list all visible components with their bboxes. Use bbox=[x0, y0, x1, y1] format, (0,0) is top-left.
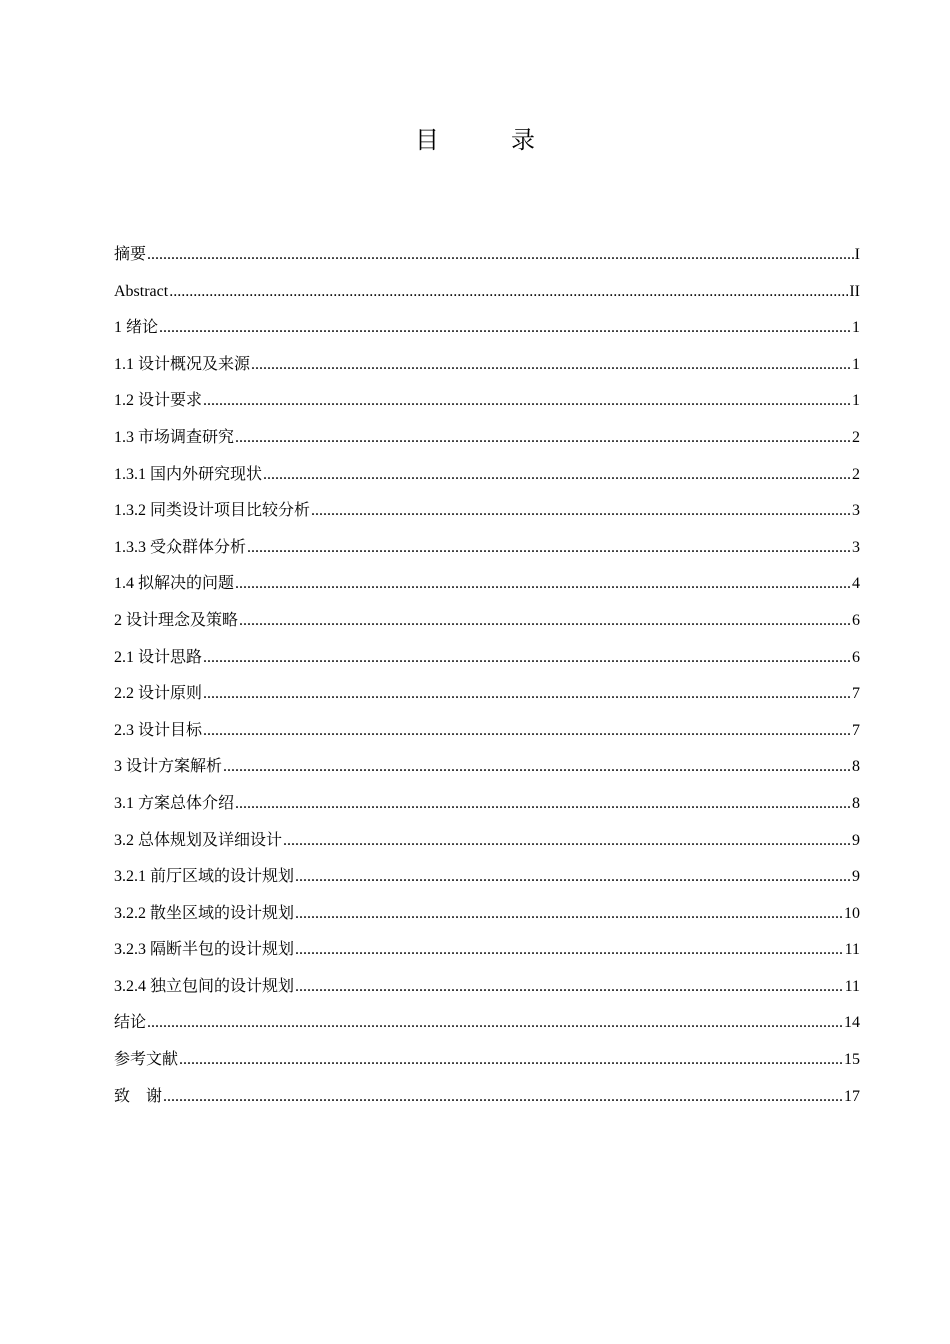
toc-entry[interactable] bbox=[114, 609, 860, 646]
toc-entry-page: 17 bbox=[844, 1087, 860, 1105]
toc-entry-page: 10 bbox=[844, 904, 860, 922]
toc-leader-dots bbox=[203, 646, 851, 670]
toc-leader-dots bbox=[203, 719, 851, 743]
toc-entry[interactable] bbox=[114, 426, 860, 463]
toc-entry-page: 11 bbox=[844, 977, 860, 995]
toc-leader-dots bbox=[147, 1011, 843, 1035]
toc-entry-page: 9 bbox=[852, 868, 860, 886]
toc-entry-page: 9 bbox=[852, 831, 860, 849]
toc-entry-page: I bbox=[854, 246, 860, 263]
toc-leader-dots bbox=[203, 682, 851, 706]
toc-entry-page: 1 bbox=[852, 355, 860, 373]
toc-entry[interactable] bbox=[114, 1048, 860, 1085]
toc-entry[interactable] bbox=[114, 353, 860, 390]
toc-entry[interactable] bbox=[114, 865, 860, 902]
toc-entry-page: 7 bbox=[852, 685, 860, 703]
toc-entry-label: 3.2 总体规划及详细设计 bbox=[114, 831, 283, 849]
toc-leader-dots bbox=[295, 975, 844, 999]
toc-entry-label: 3.2.1 前厅区域的设计规划 bbox=[114, 868, 295, 886]
toc-entry[interactable] bbox=[114, 682, 860, 719]
toc-entry-page: 8 bbox=[852, 794, 860, 812]
toc-leader-dots bbox=[169, 280, 848, 304]
toc-entry[interactable] bbox=[114, 646, 860, 683]
toc-leader-dots bbox=[283, 829, 851, 853]
toc-leader-dots bbox=[239, 609, 851, 633]
toc-list bbox=[114, 243, 860, 1121]
toc-entry[interactable] bbox=[114, 938, 860, 975]
toc-entry[interactable] bbox=[114, 499, 860, 536]
toc-leader-dots bbox=[235, 426, 851, 450]
toc-entry-page: 15 bbox=[844, 1051, 860, 1069]
toc-entry-label: 参考文献 bbox=[114, 1051, 179, 1069]
toc-entry-page: 1 bbox=[852, 319, 860, 337]
toc-entry-label: 1.3.2 同类设计项目比较分析 bbox=[114, 502, 311, 520]
toc-leader-dots bbox=[295, 902, 843, 926]
toc-entry[interactable] bbox=[114, 975, 860, 1012]
toc-entry[interactable] bbox=[114, 572, 860, 609]
toc-leader-dots bbox=[311, 499, 851, 523]
toc-entry-page: 8 bbox=[852, 758, 860, 776]
toc-entry-label: 1.3.1 国内外研究现状 bbox=[114, 465, 263, 483]
toc-entry[interactable] bbox=[114, 902, 860, 939]
toc-entry-label: 3.2.4 独立包间的设计规划 bbox=[114, 977, 295, 995]
toc-entry[interactable] bbox=[114, 243, 860, 280]
toc-leader-dots bbox=[251, 353, 851, 377]
toc-leader-dots bbox=[295, 938, 844, 962]
toc-entry-label: 致 谢 bbox=[114, 1087, 163, 1105]
toc-entry-label: 1.2 设计要求 bbox=[114, 392, 203, 410]
toc-entry-page: 2 bbox=[852, 465, 860, 483]
toc-entry-page: 7 bbox=[852, 721, 860, 739]
toc-entry[interactable] bbox=[114, 792, 860, 829]
toc-entry-label: 2.3 设计目标 bbox=[114, 721, 203, 739]
toc-entry-page: 11 bbox=[844, 941, 860, 959]
toc-leader-dots bbox=[263, 463, 851, 487]
toc-leader-dots bbox=[179, 1048, 843, 1072]
toc-entry-page: 6 bbox=[852, 648, 860, 666]
toc-entry-label: 3.2.3 隔断半包的设计规划 bbox=[114, 941, 295, 959]
toc-leader-dots bbox=[223, 755, 851, 779]
toc-leader-dots bbox=[235, 792, 851, 816]
toc-leader-dots bbox=[147, 243, 854, 267]
toc-entry[interactable] bbox=[114, 1011, 860, 1048]
toc-entry[interactable] bbox=[114, 755, 860, 792]
toc-entry[interactable] bbox=[114, 316, 860, 353]
toc-entry-label: 1.4 拟解决的问题 bbox=[114, 575, 235, 593]
toc-leader-dots bbox=[159, 316, 851, 340]
toc-entry-label: Abstract bbox=[114, 282, 169, 300]
toc-entry-label: 1 绪论 bbox=[114, 319, 159, 337]
toc-entry-label: 3.2.2 散坐区域的设计规划 bbox=[114, 904, 295, 922]
toc-entry-page: 6 bbox=[852, 611, 860, 629]
toc-entry-page: 2 bbox=[852, 428, 860, 446]
toc-entry[interactable] bbox=[114, 1085, 860, 1122]
toc-entry-label: 2 设计理念及策略 bbox=[114, 611, 239, 629]
toc-leader-dots bbox=[295, 865, 851, 889]
toc-leader-dots bbox=[247, 536, 851, 560]
toc-entry-page: 3 bbox=[852, 538, 860, 556]
toc-entry-label: 1.3.3 受众群体分析 bbox=[114, 538, 247, 556]
toc-entry-page: 4 bbox=[852, 575, 860, 593]
toc-entry-page: 1 bbox=[852, 392, 860, 410]
toc-entry-page: 3 bbox=[852, 502, 860, 520]
toc-entry-label: 2.1 设计思路 bbox=[114, 648, 203, 666]
toc-entry-label: 摘要 bbox=[114, 246, 147, 263]
toc-entry[interactable] bbox=[114, 829, 860, 866]
toc-entry-page: II bbox=[849, 282, 860, 300]
toc-entry-page: 14 bbox=[844, 1014, 860, 1032]
toc-entry-label: 2.2 设计原则 bbox=[114, 685, 203, 703]
toc-leader-dots bbox=[163, 1085, 843, 1109]
toc-entry-label: 3.1 方案总体介绍 bbox=[114, 794, 235, 812]
toc-entry[interactable] bbox=[114, 389, 860, 426]
toc-entry[interactable] bbox=[114, 463, 860, 500]
toc-entry-label: 3 设计方案解析 bbox=[114, 758, 223, 776]
toc-entry[interactable] bbox=[114, 280, 860, 317]
toc-entry-label: 结论 bbox=[114, 1014, 147, 1032]
toc-leader-dots bbox=[235, 572, 851, 596]
toc-leader-dots bbox=[203, 389, 851, 413]
toc-entry[interactable] bbox=[114, 536, 860, 573]
toc-entry-label: 1.3 市场调查研究 bbox=[114, 428, 235, 446]
toc-entry-label: 1.1 设计概况及来源 bbox=[114, 355, 251, 373]
toc-entry[interactable] bbox=[114, 719, 860, 756]
toc-title: 目 录 bbox=[415, 126, 559, 154]
